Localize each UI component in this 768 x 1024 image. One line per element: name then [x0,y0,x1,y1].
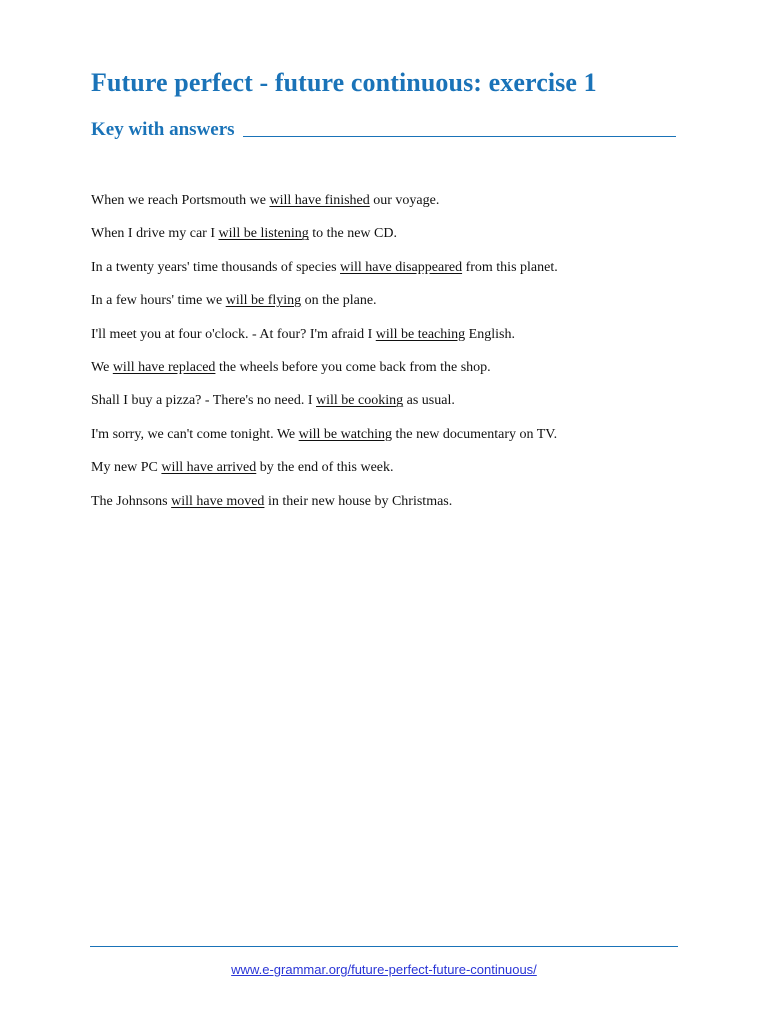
sentence-text: My new PC [91,460,162,476]
answer-key-label: Key with answers [91,119,235,140]
page-title: Future perfect - future continuous: exercise 1 [91,68,597,97]
sentence-text: our voyage. [369,193,440,208]
sentence-text: English. [465,326,515,342]
answer-key-heading [91,119,676,141]
sentence-item [91,224,691,257]
sentence-item [91,291,691,324]
sentence-text: I'm sorry, we can't come tonight. We [91,426,299,442]
sentence-text: In a few hours' time we [91,293,226,309]
footer-divider [90,946,678,947]
sentence-item [91,191,691,224]
answer-text: will be cooking [316,393,404,409]
answer-text: will have disappeared [340,259,463,275]
answer-text: will be flying [225,293,302,309]
sentence-text: by the end of this week. [256,460,394,476]
sentence-text: the wheels before you come back from the shop. [215,359,491,375]
answer-text: will have replaced [112,359,216,375]
sentence-text: When I drive my car I [91,226,219,242]
answer-text: will be listening [218,226,309,242]
heading-underline [243,135,676,137]
answer-text: will have finished [269,193,370,208]
footer-url-link[interactable]: www.e-grammar.org/future-perfect-future-continuous/ [231,962,537,977]
sentence-text: the new documentary on TV. [391,426,558,442]
sentence-item [91,325,691,358]
sentence-item [91,358,691,391]
sentence-item [91,458,691,491]
answer-text: will have arrived [161,460,257,476]
sentence-text: When we reach Portsmouth we [91,193,270,208]
sentence-text: Shall I buy a pizza? - There's no need. I [91,393,317,409]
sentence-text: as usual. [403,393,455,409]
sentence-text: in their new house by Christmas. [264,493,453,509]
sentence-text: from this planet. [462,259,558,275]
sentence-text: We [91,359,113,375]
answer-text: will have moved [171,493,265,509]
sentence-text: I'll meet you at four o'clock. - At four? I'm afraid I [91,326,376,342]
answer-text: will be teaching [375,326,466,342]
sentence-text: The Johnsons [91,493,172,509]
sentence-text: In a twenty years' time thousands of species [91,259,341,275]
sentence-item [91,391,691,424]
sentence-item [91,492,691,525]
answer-text: will be watching [298,426,392,442]
sentence-list [91,191,691,525]
sentence-item [91,425,691,458]
sentence-item [91,258,691,291]
sentence-text: on the plane. [301,293,377,309]
sentence-text: to the new CD. [308,226,397,242]
